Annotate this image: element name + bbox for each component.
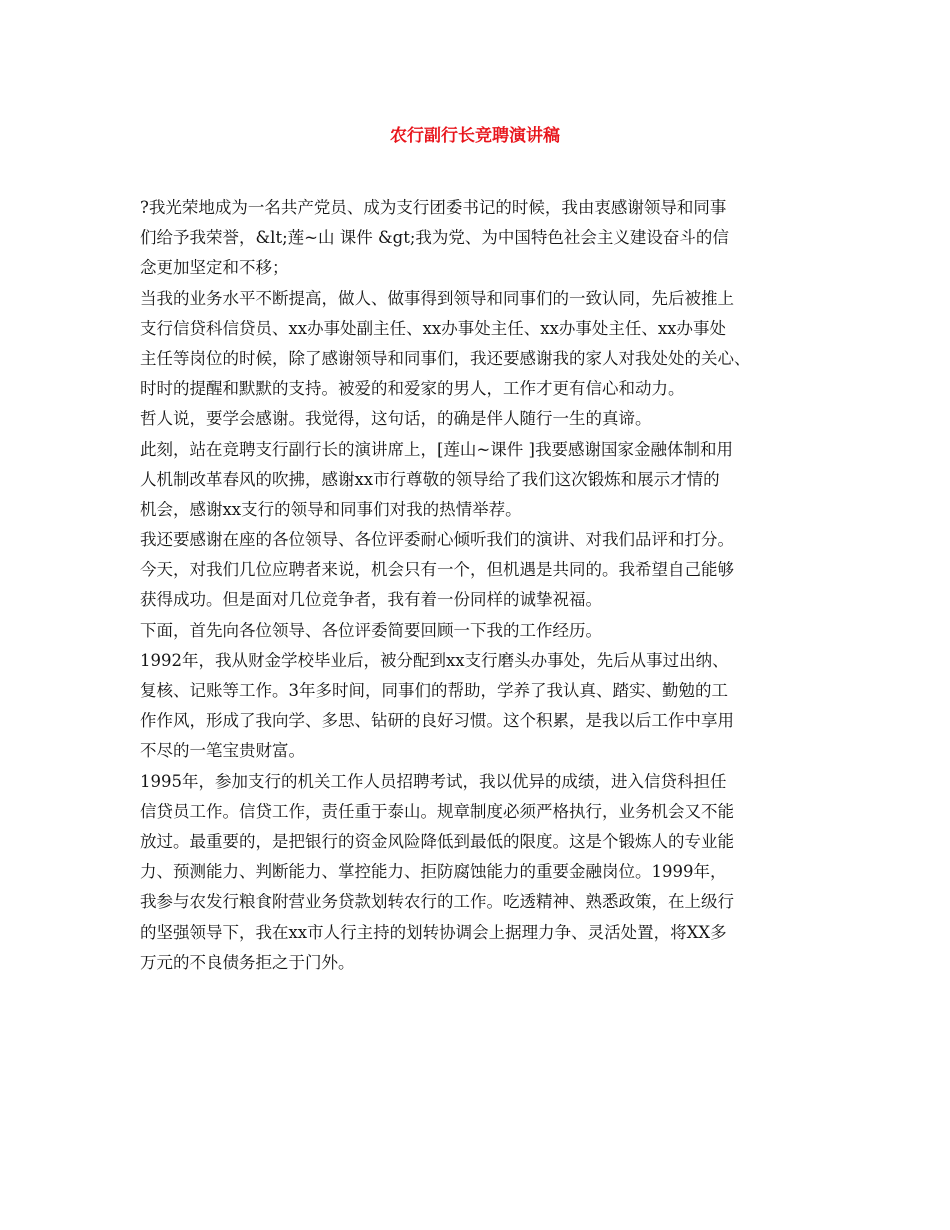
body-line: 下面，首先向各位领导、各位评委简要回顾一下我的工作经历。: [140, 620, 602, 640]
document-body: [140, 193, 820, 978]
body-line: 复核、记账等工作。3年多时间，同事们的帮助，学养了我认真、踏实、勤勉的工: [140, 681, 728, 700]
body-line: 主任等岗位的时候，除了感谢领导和同事们，我还要感谢我的家人对我处处的关心、: [140, 348, 751, 368]
body-line: 此刻，站在竞聘支行副行长的演讲席上，[莲山~课件 ]我要感谢国家金融体制和用: [140, 439, 733, 459]
body-line: 万元的不良债务拒之于门外。: [140, 952, 355, 972]
body-line: 力、预测能力、判断能力、掌控能力、拒防腐蚀能力的重要金融岗位。1999年，: [140, 862, 727, 882]
body-line: 不尽的一笔宝贵财富。: [140, 741, 305, 761]
body-line: 的坚强领导下，我在xx市人行主持的划转协调会上据理力争、灵活处置，将XX多: [140, 922, 727, 942]
body-line: 1995年，参加支行的机关工作人员招聘考试，我以优异的成绩，进入信贷科担任: [140, 771, 727, 791]
document-title: 农行副行长竞聘演讲稿: [390, 126, 560, 146]
body-line: ?我光荣地成为一名共产党员、成为支行团委书记的时候，我由衷感谢领导和同事: [140, 198, 727, 217]
body-line: 我还要感谢在座的各位领导、各位评委耐心倾听我们的演讲、对我们品评和打分。: [140, 530, 734, 550]
body-line: 支行信贷科信贷员、xx办事处副主任、xx办事处主任、xx办事处主任、xx办事处: [140, 318, 726, 338]
body-line: 机会，感谢xx支行的领导和同事们对我的热情举荐。: [140, 499, 522, 519]
body-line: 信贷员工作。信贷工作，责任重于泰山。规章制度必须严格执行，业务机会又不能: [140, 801, 734, 821]
body-line: 获得成功。但是面对几位竞争者，我有着一份同样的诚挚祝福。: [140, 590, 602, 610]
body-line: 当我的业务水平不断提高，做人、做事得到领导和同事们的一致认同，先后被推上: [140, 288, 734, 308]
body-line: 放过。最重要的，是把银行的资金风险降低到最低的限度。这是个锻炼人的专业能: [140, 831, 734, 851]
body-line: 作作风，形成了我向学、多思、钻研的良好习惯。这个积累，是我以后工作中享用: [140, 711, 734, 731]
body-line: 哲人说，要学会感谢。我觉得，这句话，的确是伴人随行一生的真谛。: [140, 409, 652, 429]
body-line: 们给予我荣誉，&lt;莲~山 课件 &gt;我为党、为中国特色社会主义建设奋斗的信: [140, 228, 729, 248]
body-line: 我参与农发行粮食附营业务贷款划转农行的工作。吃透精神、熟悉政策，在上级行: [140, 892, 734, 912]
body-line: 今天，对我们几位应聘者来说，机会只有一个，但机遇是共同的。我希望自己能够: [140, 560, 734, 580]
body-line: 念更加坚定和不移；: [140, 258, 289, 278]
body-line: 时时的提醒和默默的支持。被爱的和爱家的男人，工作才更有信心和动力。: [140, 379, 685, 399]
body-line: 1992年，我从财金学校毕业后，被分配到xx支行磨头办事处，先后从事过出纳、: [140, 650, 729, 670]
body-line: 人机制改革春风的吹拂，感谢xx市行尊敬的领导给了我们这次锻炼和展示才情的: [140, 469, 720, 489]
